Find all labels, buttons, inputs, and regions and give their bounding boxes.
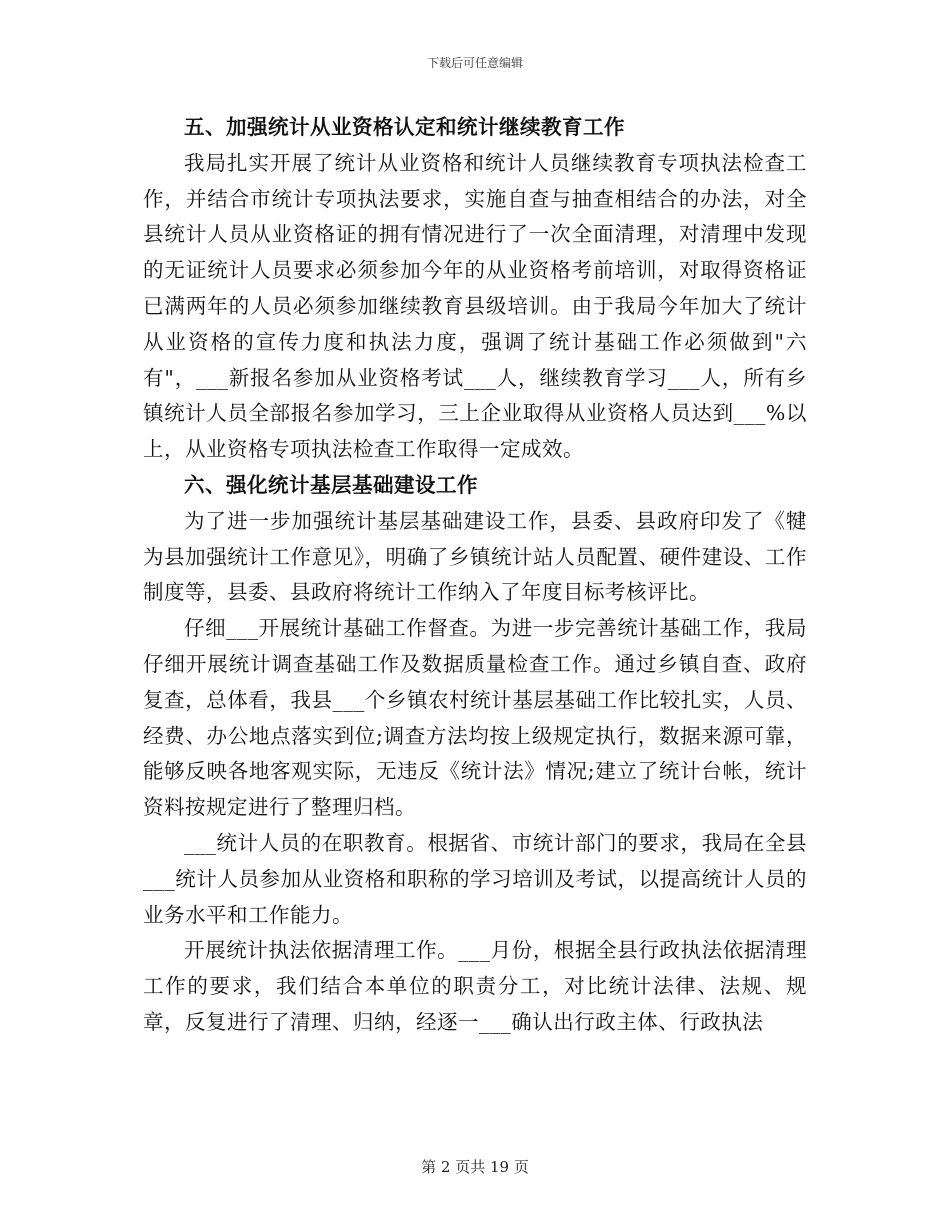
- page-number: 第 2 页共 19 页: [421, 1158, 529, 1176]
- paragraph-inspection: 仔细___开展统计基础工作督查。为进一步完善统计基础工作，我局仔细开展统计调查基础工作及数据质量检查工作。通过乡镇自查、政府复查，总体看，我县___个乡镇农村统计基层基础工作比较扎实，人员、经费、办公地点落实到位;调查方法均按上级规定执行，数据来源可靠，能够反映各地客观实际，无违反《统计法》情况;建立了统计台帐，统计资料按规定进行了整理归档。: [143, 616, 807, 820]
- paragraph-grassroots: 为了进一步加强统计基层基础建设工作，县委、县政府印发了《犍为县加强统计工作意见》，明确了乡镇统计站人员配置、硬件建设、工作制度等，县委、县政府将统计工作纳入了年度目标考核评比。: [143, 508, 807, 605]
- paragraph-qualification: 我局扎实开展了统计从业资格和统计人员继续教育专项执法检查工作，并结合市统计专项执法要求，实施自查与抽查相结合的办法，对全县统计人员从业资格证的拥有情况进行了一次全面清理，对清理中发现的无证统计人员要求必须参加今年的从业资格考前培训，对取得资格证已满两年的人员必须参加继续教育县级培训。由于我局今年加大了统计从业资格的宣传力度和执法力度，强调了统计基础工作必须做到"六有"，___新报名参加从业资格考试___人，继续教育学习___人，所有乡镇统计人员全部报名参加学习，三上企业取得从业资格人员达到___%以上，从业资格专项执法检查工作取得一定成效。: [143, 150, 807, 462]
- page-header: 下载后可任意编辑: [426, 56, 523, 70]
- section-heading-6: 六、强化统计基层基础建设工作: [184, 472, 478, 497]
- paragraph-education: ___统计人员的在职教育。根据省、市统计部门的要求，我局在全县___统计人员参加从业资格和职称的学习培训及考试，以提高统计人员的业务水平和工作能力。: [143, 830, 807, 927]
- paragraph-law-basis: 开展统计执法依据清理工作。___月份，根据全县行政执法依据清理工作的要求，我们结合本单位的职责分工，对比统计法律、法规、规章，反复进行了清理、归纳，经逐一___确认出行政主体、行政执法: [143, 938, 807, 1034]
- section-heading-5: 五、加强统计从业资格认定和统计继续教育工作: [184, 115, 625, 139]
- document-body: [143, 110, 807, 1041]
